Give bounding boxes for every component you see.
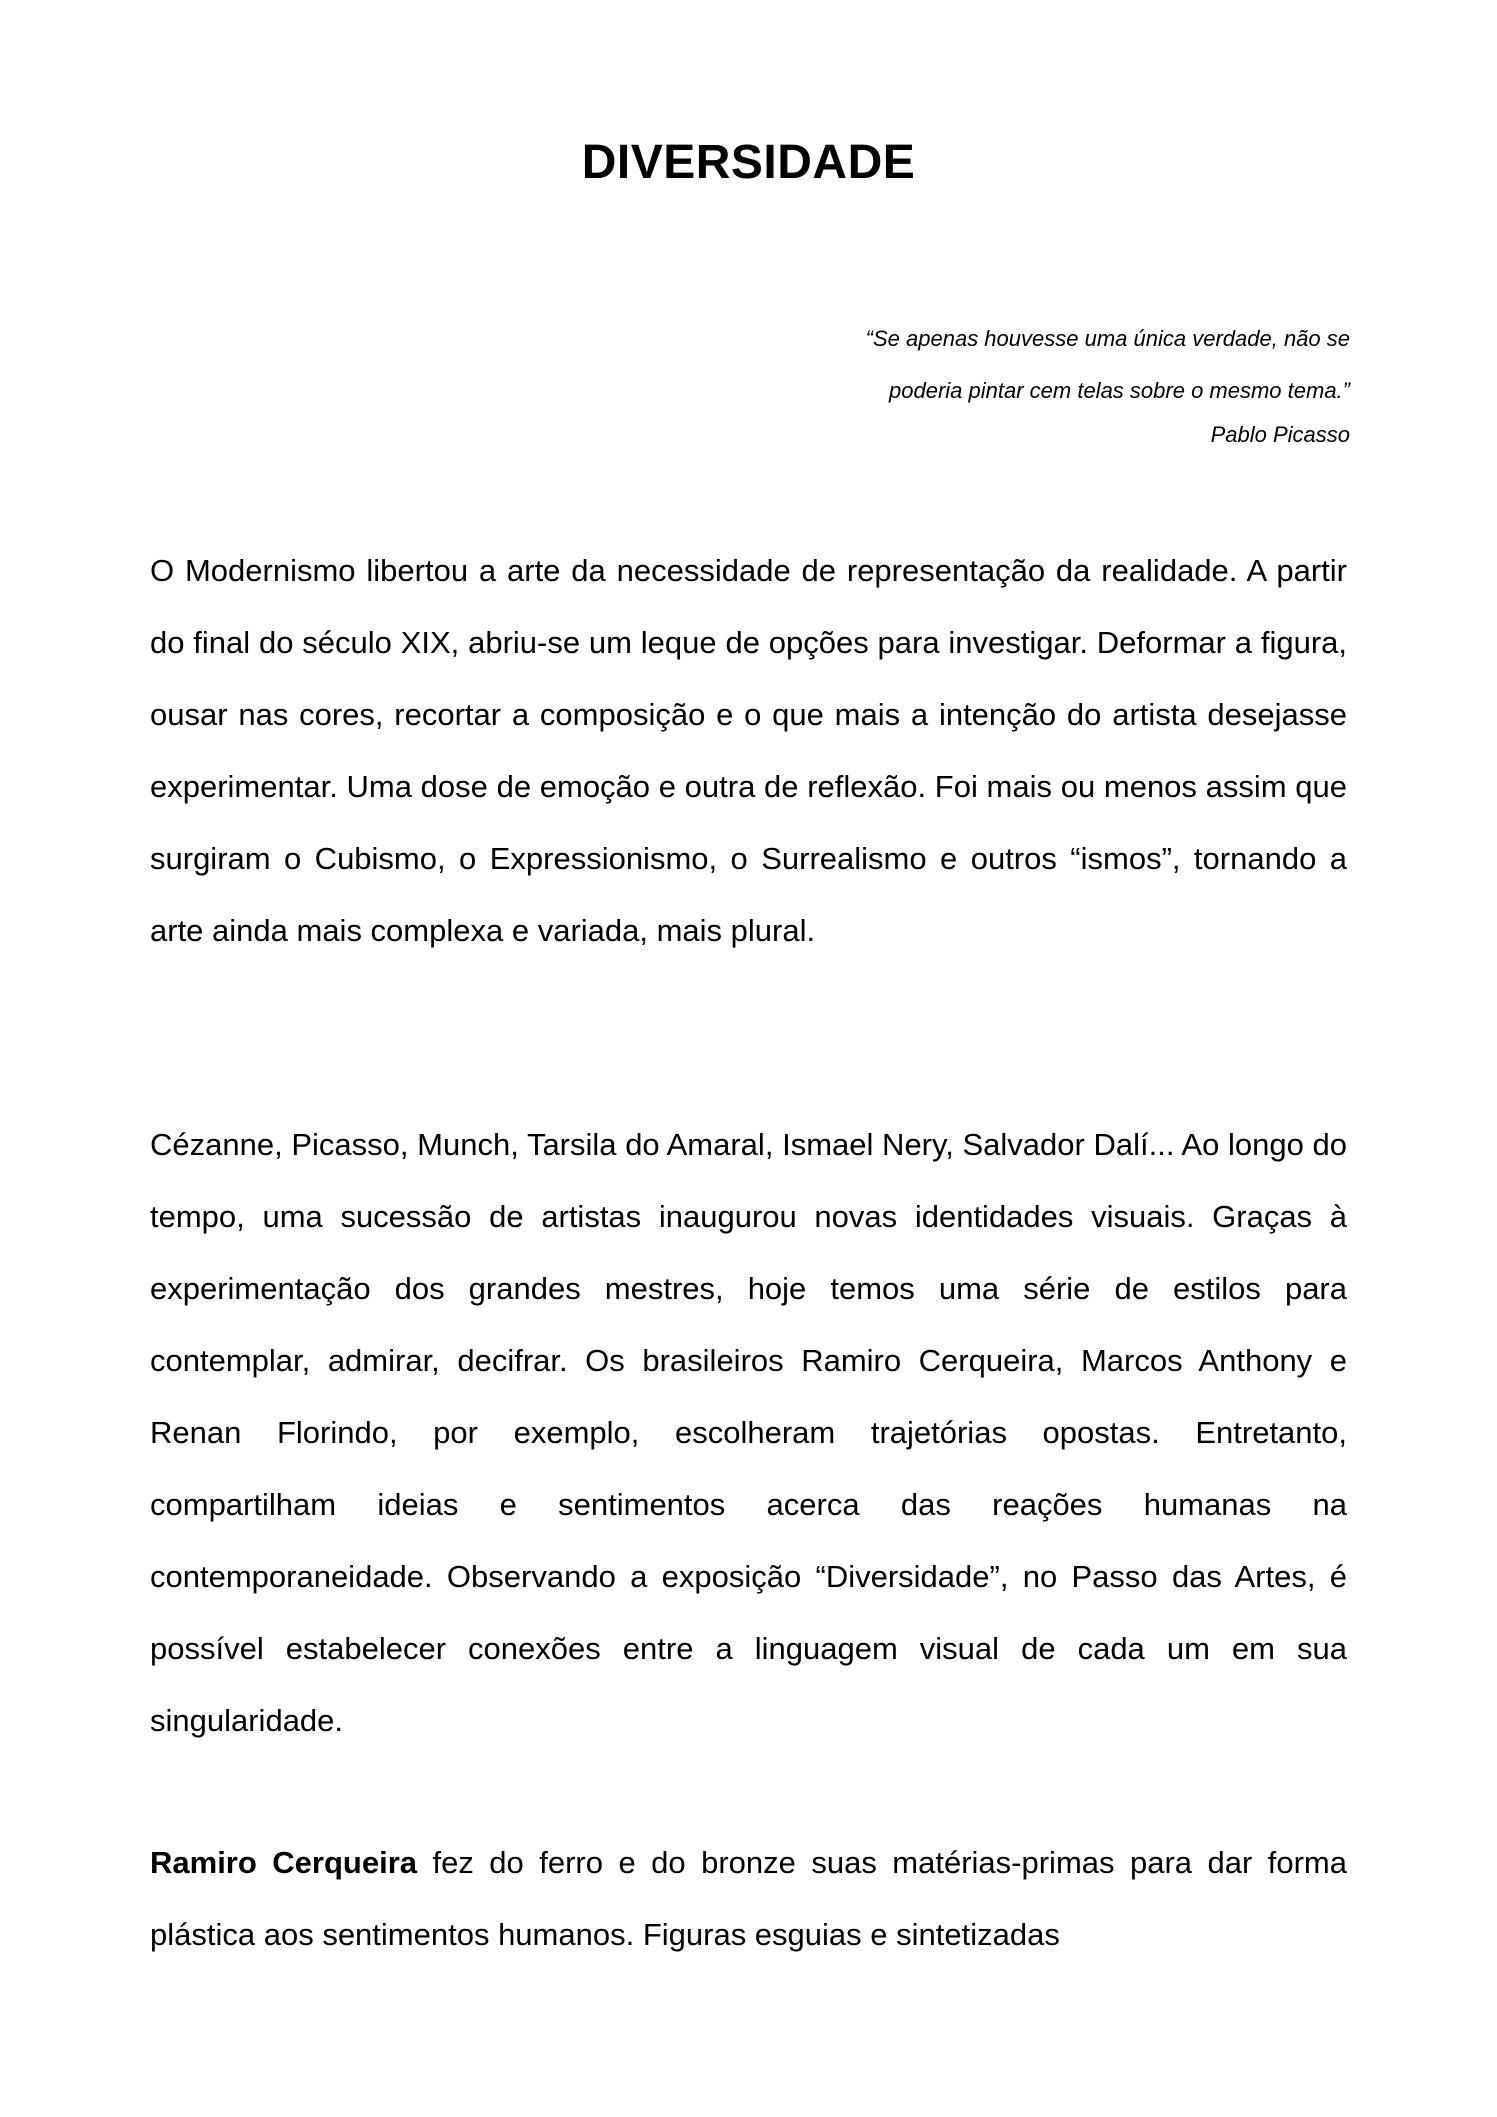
artist-name-bold: Ramiro Cerqueira xyxy=(150,1845,417,1880)
paragraph-text: Cézanne, Picasso, Munch, Tarsila do Amaral, Ismael Nery, Salvador Dalí... Ao longo do tempo, uma sucessão de artistas inaugurou novas identidades visuais. Graças à experimentação dos grandes mestres, hoje temos uma série de estilos para contemplar, admirar, decifrar. Os brasileiros Ramiro Cerqueira, Marcos Anthony e Renan Florindo, por exemplo, escolheram trajetórias opostas. Entretanto, compartilham ideias e sentimentos acerca das reações humanas na contemporaneidade. Observando a exposição “Diversidade”, no Passo das Artes, é possível estabelecer conexões entre a linguagem visual de cada um em sua singularidade. xyxy=(150,1127,1347,1738)
paragraph-ramiro-cerqueira xyxy=(150,1827,1347,1971)
paragraph-artists xyxy=(150,1109,1347,1757)
epigraph xyxy=(650,313,1350,453)
paragraph-modernismo xyxy=(150,535,1347,967)
paragraph-body: fez do ferro e do bronze suas matérias-primas para dar forma plástica aos sentimentos humanos. Figuras esguias e sintetizadas xyxy=(150,1845,1347,1952)
document-title: DIVERSIDADE xyxy=(581,136,916,189)
epigraph-quote-line-1: “Se apenas houvesse uma única verdade, não se xyxy=(865,326,1350,351)
epigraph-author: Pablo Picasso xyxy=(1210,422,1350,447)
paragraph-text xyxy=(150,1827,1347,1971)
epigraph-quote-line-2: poderia pintar cem telas sobre o mesmo tema.” xyxy=(889,378,1350,403)
paragraph-text: O Modernismo libertou a arte da necessidade de representação da realidade. A partir do final do século XIX, abriu-se um leque de opções para investigar. Deformar a figura, ousar nas cores, recortar a composição e o que mais a intenção do artista desejasse experimentar. Uma dose de emoção e outra de reflexão. Foi mais ou menos assim que surgiram o Cubismo, o Expressionismo, o Surrealismo e outros “ismos”, tornando a arte ainda mais complexa e variada, mais plural. xyxy=(150,553,1347,948)
